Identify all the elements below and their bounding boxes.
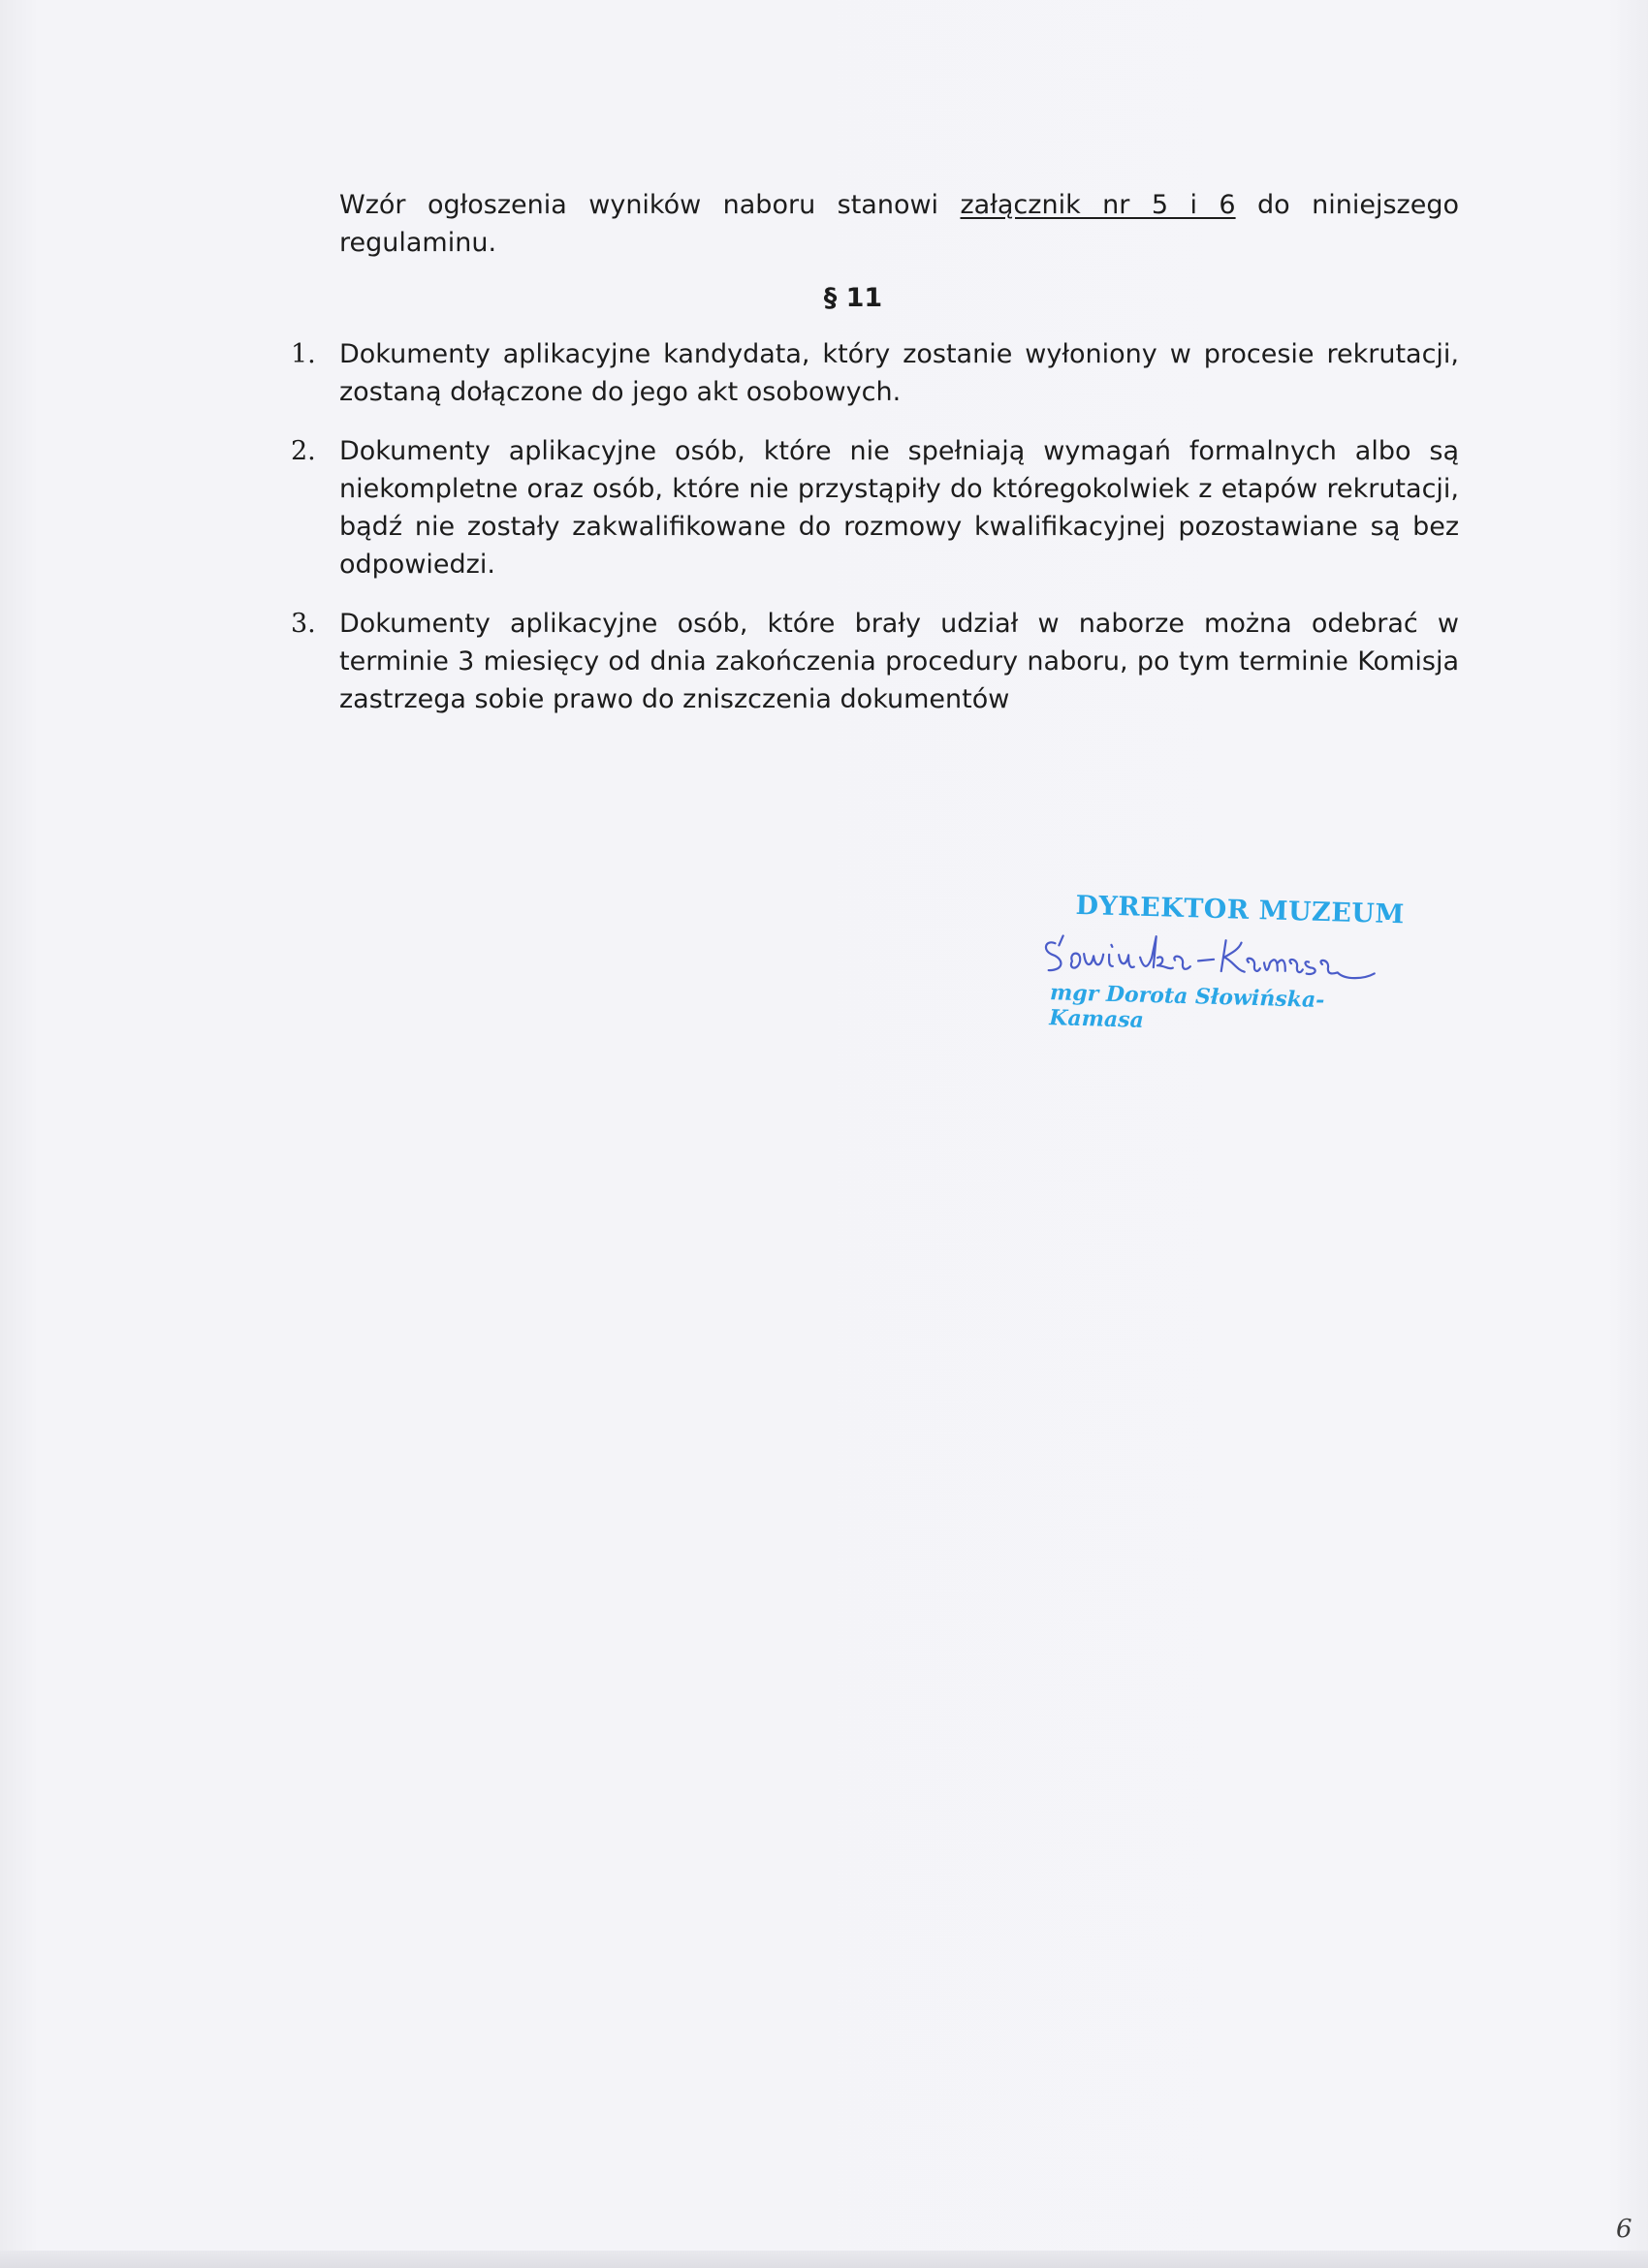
intro-text-before: Wzór ogłoszenia wyników naboru stanowi (339, 190, 961, 220)
intro-paragraph (339, 186, 1459, 262)
list-item-text: Dokumenty aplikacyjne osób, które brały udział w naborze można odebrać w terminie 3 miesięcy od dnia zakończenia procedury naboru, po tym terminie Komisja zastrzega sobie prawo do zniszczenia dokumentów (339, 609, 1459, 714)
page-bottom-edge (0, 2251, 1648, 2268)
attachment-reference: załącznik nr 5 i 6 (960, 190, 1236, 220)
stamp-title: DYREKTOR MUZEUM (1075, 890, 1406, 930)
list-item-number: 3. (291, 609, 316, 639)
intro-text-after: do niniejszego regulaminu. (339, 190, 1460, 258)
stamp-name: mgr Dorota Słowińska-Kamasa (1048, 980, 1325, 1033)
section-items-list (287, 335, 1459, 740)
list-item-number: 2. (291, 436, 316, 466)
list-item (287, 432, 1459, 583)
director-stamp (1043, 890, 1415, 1041)
list-item (287, 605, 1459, 718)
list-item-number: 1. (291, 339, 316, 369)
page-number: 6 (1616, 2215, 1632, 2244)
section-heading: § 11 (823, 283, 883, 313)
list-item-text: Dokumenty aplikacyjne kandydata, który zostanie wyłoniony w procesie rekrutacji, zostaną dołączone do jego akt osobowych. (339, 339, 1459, 407)
list-item-text: Dokumenty aplikacyjne osób, które nie spełniają wymagań formalnych albo są niekompletne oraz osób, które nie przystąpiły do któregokolwiek z etapów rekrutacji, bądź nie zostały zakwalifikowane do rozmowy kwalifikacyjnej pozostawiane są bez odpowiedzi. (339, 436, 1459, 580)
list-item (287, 335, 1459, 411)
